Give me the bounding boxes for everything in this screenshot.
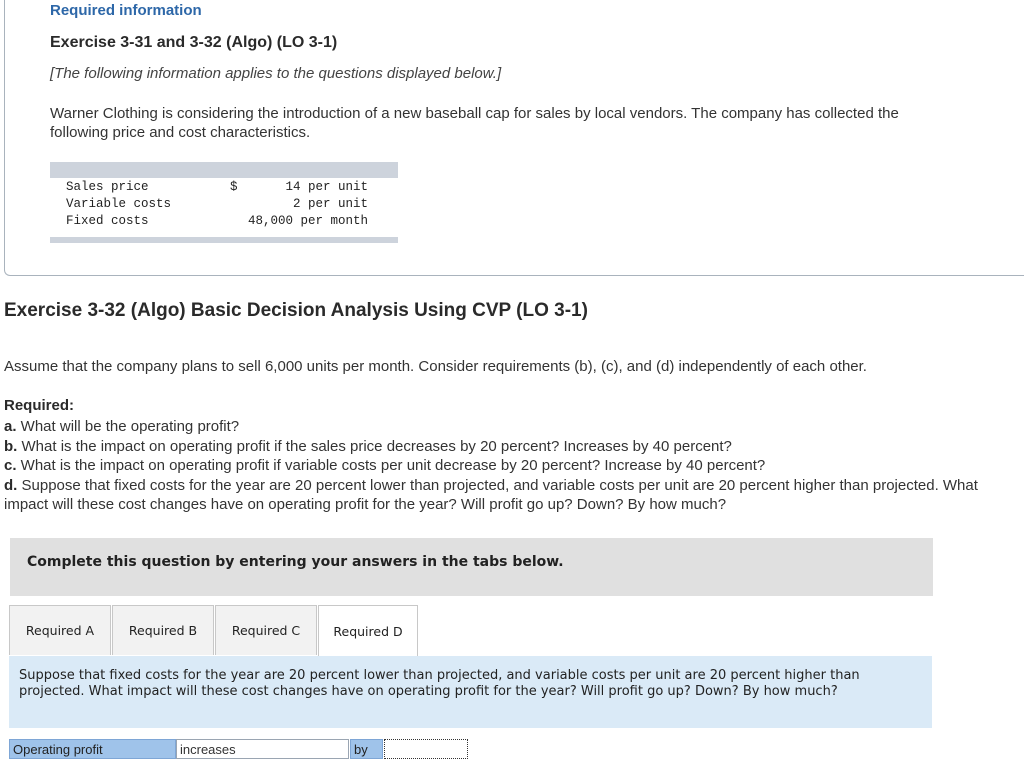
list-item (4, 437, 1014, 457)
assumption-text: Assume that the company plans to sell 6,000 units per month. Consider requirements (b), (c), and (d) independently of each other. (4, 358, 867, 375)
impact-amount-input[interactable] (384, 739, 468, 759)
tab-label: Required A (25, 623, 95, 638)
tab-label: Required D (333, 624, 403, 639)
table-row (50, 180, 398, 197)
impact-direction-select[interactable]: increases (176, 739, 349, 759)
tab-required-d[interactable] (318, 605, 418, 657)
requirement-letter: b. (4, 437, 18, 455)
company-description: Warner Clothing is considering the introduction of a new baseball cap for sales by local vendors. The company has collected the following price and cost characteristics. (50, 105, 899, 141)
requirements-list (4, 417, 1014, 515)
exercise-range-title: Exercise 3-31 and 3-32 (Algo) (LO 3-1) (50, 34, 338, 51)
requirement-text: What will be the operating profit? (16, 418, 240, 435)
requirement-letter: a. (4, 418, 17, 435)
row-value: 48,000 per month (247, 214, 368, 228)
table-row (50, 214, 398, 231)
requirement-text: Suppose that fixed costs for the year are 20 percent lower than projected, and variable costs per unit are 20 percent higher than projected. What impact will these cost changes have on operating profit for the year? Will profit go up? Down? By how much? (4, 476, 978, 513)
requirement-letter: d. (4, 476, 18, 494)
list-item (4, 417, 1014, 437)
operating-profit-label: Operating profit (9, 739, 176, 759)
row-label: Fixed costs (66, 214, 149, 228)
list-item (4, 456, 1014, 476)
table-row (50, 197, 398, 214)
list-item (4, 476, 1014, 515)
tab-required-a[interactable] (9, 605, 111, 655)
tab-required-c[interactable] (215, 605, 317, 655)
row-value: 14 per unit (285, 180, 368, 194)
instruction-banner (10, 538, 933, 596)
requirement-text: What is the impact on operating profit if variable costs per unit decrease by 20 percent? Increase by 40 percent? (16, 457, 766, 474)
requirement-letter: c. (4, 457, 17, 474)
row-label: Variable costs (66, 197, 172, 211)
requirement-text: What is the impact on operating profit if the sales price decreases by 20 percent? Increases by 40 percent? (17, 437, 732, 455)
required-heading: Required: (4, 397, 75, 414)
price-cost-table (50, 162, 398, 243)
applies-note: [The following information applies to the questions displayed below.] (50, 65, 502, 82)
required-information-label: Required information (50, 2, 202, 19)
tab-label: Required C (231, 623, 301, 638)
table-bottom-bar (50, 237, 398, 243)
row-label: Sales price (66, 180, 149, 194)
panel-question-text: Suppose that fixed costs for the year are 20 percent lower than projected, and variable costs per unit are 20 percent higher than projected. What impact will these cost changes have on operating profit for the year? Will profit go up? Down? By how much? (19, 668, 860, 699)
by-label: by (350, 739, 383, 759)
tab-required-b[interactable] (112, 605, 214, 655)
row-value: 2 per unit (292, 197, 368, 211)
instruction-text: Complete this question by entering your answers in the tabs below. (27, 554, 564, 570)
exercise-title: Exercise 3-32 (Algo) Basic Decision Analysis Using CVP (LO 3-1) (4, 300, 588, 321)
tab-panel (9, 656, 932, 728)
row-dollar-sign: $ (230, 180, 238, 194)
tab-label: Required B (128, 623, 198, 638)
table-top-bar (50, 162, 398, 178)
